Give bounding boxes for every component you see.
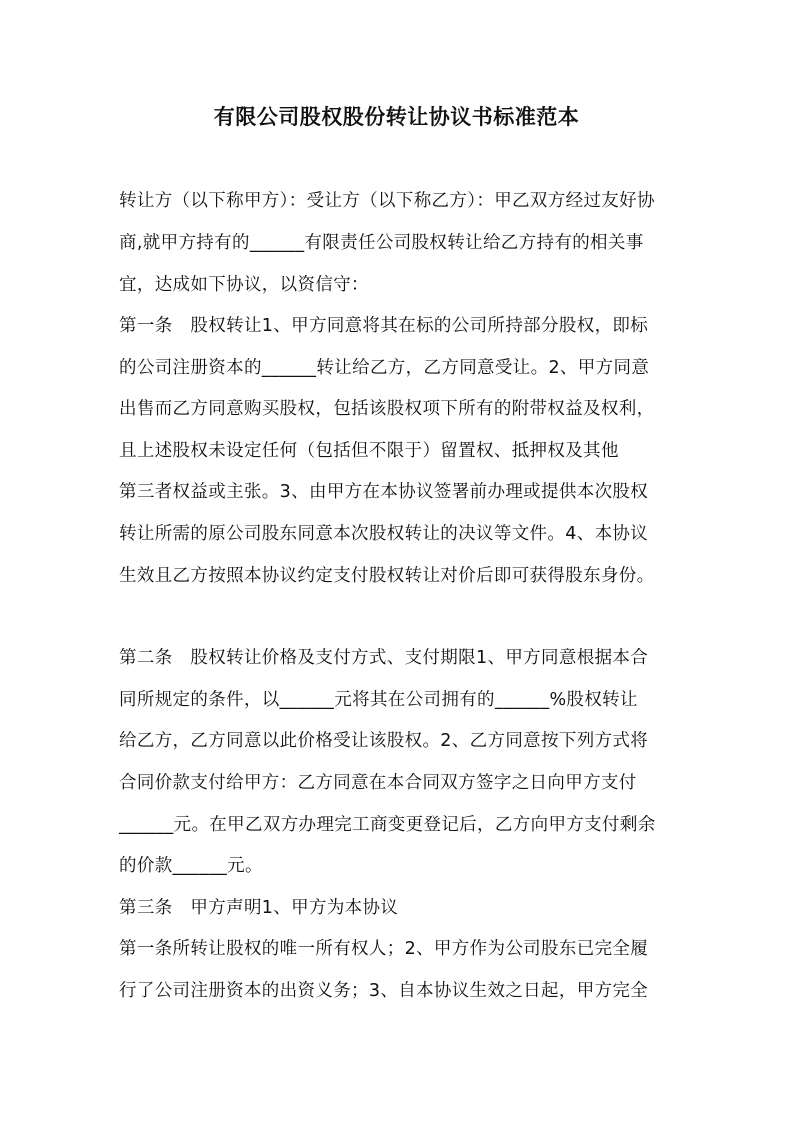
paragraph-line: 宜，达成如下协议，以资信守： bbox=[119, 275, 369, 295]
paragraph-line: 同所规定的条件，以______元将其在公司拥有的______%股权转让 bbox=[119, 690, 638, 710]
paragraph-line: 出售而乙方同意购买股权，包括该股权项下所有的附带权益及权利， bbox=[119, 399, 655, 419]
document-title: 有限公司股权股份转让协议书标准范本 bbox=[213, 105, 580, 129]
paragraph-line: 合同价款支付给甲方：乙方同意在本合同双方签字之日向甲方支付 bbox=[119, 773, 637, 793]
paragraph-line: 第一条 股权转让1、甲方同意将其在标的公司所持部分股权，即标 bbox=[119, 316, 649, 336]
paragraph-line: 第一条所转让股权的唯一所有权人；2、甲方作为公司股东已完全履 bbox=[119, 939, 649, 959]
paragraph-line: 第二条 股权转让价格及支付方式、支付期限1、甲方同意根据本合 bbox=[119, 648, 649, 668]
paragraph-line: 且上述股权未设定任何（包括但不限于）留置权、抵押权及其他 bbox=[119, 441, 619, 461]
paragraph-line: 商,就甲方持有的______有限责任公司股权转让给乙方持有的相关事 bbox=[119, 233, 644, 253]
paragraph-line: 生效且乙方按照本协议约定支付股权转让对价后即可获得股东身份。 bbox=[119, 566, 655, 586]
paragraph-line: 第三者权益或主张。3、由甲方在本协议签署前办理或提供本次股权 bbox=[119, 482, 649, 502]
paragraph-line: 第三条 甲方声明1、甲方为本协议 bbox=[119, 898, 399, 918]
paragraph-line: 的价款______元。 bbox=[119, 856, 263, 876]
paragraph-line: 转让所需的原公司股东同意本次股权转让的决议等文件。4、本协议 bbox=[119, 524, 649, 544]
paragraph-line: 的公司注册资本的______转让给乙方，乙方同意受让。2、甲方同意 bbox=[119, 358, 650, 378]
paragraph-line: ______元。在甲乙双方办理完工商变更登记后，乙方向甲方支付剩余 bbox=[119, 815, 656, 835]
paragraph-line: 行了公司注册资本的出资义务；3、自本协议生效之日起，甲方完全 bbox=[119, 981, 649, 1001]
paragraph-line: 给乙方，乙方同意以此价格受让该股权。2、乙方同意按下列方式将 bbox=[119, 731, 649, 751]
paragraph-line: 转让方（以下称甲方）：受让方（以下称乙方）：甲乙双方经过友好协 bbox=[119, 191, 655, 211]
